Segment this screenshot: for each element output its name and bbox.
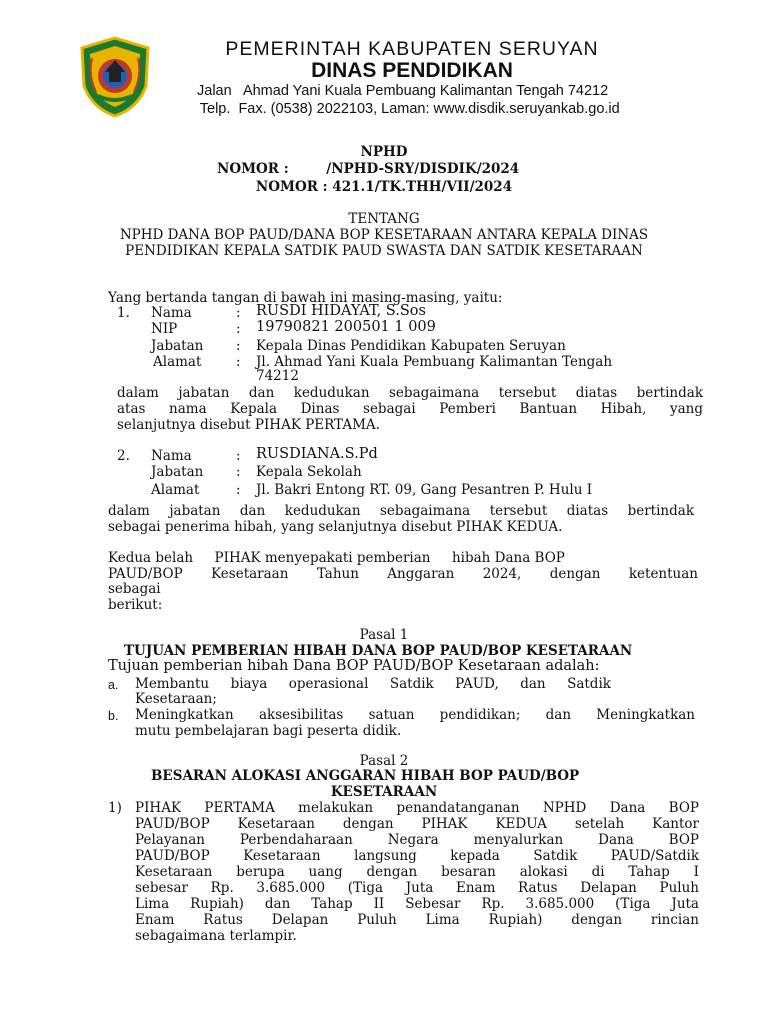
pasal2-line: Enam Ratus Delapan Puluh Lima Rupiah) dengan rincian [135, 912, 699, 928]
pasal1-label: Pasal 1 [359, 627, 409, 643]
pasal2-line: sebesar Rp. 3.685.000 (Tiga Juta Enam Ratus Delapan Puluh [135, 880, 699, 896]
party2-colon: : [236, 448, 241, 464]
party2-colon: : [236, 482, 241, 498]
doc-number-2: NOMOR : 421.1/TK.THH/VII/2024 [255, 179, 513, 195]
letterhead-office: DINAS PENDIDIKAN [311, 59, 513, 82]
agreement-line-4: berikut: [108, 597, 163, 613]
party2-desc-line-1: dalam jabatan dan kedudukan sebagaimana tersebut diatas bertindak [108, 503, 694, 519]
pasal1-b-line-2: mutu pembelajaran bagi peserta didik. [135, 723, 402, 739]
party1-alamat-line-2: 74212 [256, 368, 299, 384]
party1-alamat-line-1: Jl. Ahmad Yani Kuala Pembuang Kalimantan Tengah [256, 354, 613, 370]
pasal1-b-marker: b. [108, 709, 119, 723]
pasal1-intro: Tujuan pemberian hibah Dana BOP PAUD/BOP Kesetaraan adalah: [108, 658, 600, 674]
party1-nip: 19790821 200501 1 009 [256, 319, 436, 335]
party1-alamat-label: Alamat [153, 354, 202, 370]
pasal1-title: TUJUAN PEMBERIAN HIBAH DANA BOP PAUD/BOP KESETARAAN [124, 643, 633, 659]
pasal2-title-line-1: BESARAN ALOKASI ANGGARAN HIBAH BOP PAUD/BOP [151, 768, 580, 784]
party1-nip-label: NIP [151, 321, 178, 337]
pasal1-a-line-2: Kesetaraan; [135, 691, 217, 707]
party1-colon: : [236, 321, 241, 337]
letterhead-address: Jalan Ahmad Yani Kuala Pembuang Kalimantan Tengah 74212 [197, 83, 609, 99]
party1-nama: RUSDI HIDAYAT, S.Sos [256, 303, 426, 319]
party2-alamat: Jl. Bakri Entong RT. 09, Gang Pesantren P. Hulu I [256, 482, 593, 498]
party1-desc-line-3: selanjutnya disebut PIHAK PERTAMA. [117, 417, 380, 433]
pasal1-a-marker: a. [108, 678, 119, 692]
pasal1-a-line-1: Membantu biaya operasional Satdik PAUD, dan Satdik [135, 676, 611, 692]
party1-colon: : [236, 354, 241, 370]
pasal2-line: PAUD/BOP Kesetaraan langsung kepada Satdik PAUD/Satdik [135, 848, 699, 864]
party2-nama: RUSDIANA.S.Pd [256, 446, 378, 462]
party1-colon: : [236, 338, 241, 354]
pasal2-line: Pelayanan Perbendaharaan Negara menyalurkan Dana BOP [135, 832, 699, 848]
party2-number: 2. [117, 448, 130, 464]
subject-line-1: NPHD DANA BOP PAUD/DANA BOP KESETARAAN ANTARA KEPALA DINAS [119, 227, 649, 243]
party1-nama-label: Nama [151, 305, 192, 321]
pasal2-item-marker: 1) [108, 800, 122, 816]
pasal2-line: Lima Rupiah) dan Tahap II Sebesar Rp. 3.685.000 (Tiga Juta [135, 896, 699, 912]
doc-number-1: NOMOR : /NPHD-SRY/DISDIK/2024 [217, 161, 520, 177]
party2-jabatan-label: Jabatan [151, 464, 204, 480]
letterhead-government: PEMERINTAH KABUPATEN SERUYAN [225, 38, 599, 60]
pasal2-label: Pasal 2 [359, 753, 409, 769]
party2-nama-label: Nama [151, 448, 192, 464]
party1-jabatan: Kepala Dinas Pendidikan Kabupaten Seruyan [256, 338, 566, 354]
pasal2-line: PIHAK PERTAMA melakukan penandatanganan NPHD Dana BOP [135, 800, 699, 816]
pasal2-line: Kesetaraan berupa uang dengan besaran alokasi di Tahap I [135, 864, 699, 880]
agreement-line-1: Kedua belah PIHAK menyepakati pemberian hibah Dana BOP [108, 550, 565, 566]
party1-colon: : [236, 305, 241, 321]
pasal2-line: sebagaimana terlampir. [135, 928, 297, 944]
letterhead-contact: Telp. Fax. (0538) 2022103, Laman: www.disdik.seruyankab.go.id [196, 101, 620, 117]
party2-colon: : [236, 464, 241, 480]
pasal1-b-line-1: Meningkatkan aksesibilitas satuan pendidikan; dan Meningkatkan [135, 707, 695, 723]
party1-jabatan-label: Jabatan [151, 338, 204, 354]
subject-line-2: PENDIDIKAN KEPALA SATDIK PAUD SWASTA DAN SATDIK KESETARAAN [125, 243, 643, 259]
intro-text: Yang bertanda tangan di bawah ini masing-masing, yaitu: [108, 290, 503, 306]
agreement-line-3: sebagai [108, 581, 161, 597]
party1-desc-line-1: dalam jabatan dan kedudukan sebagaimana tersebut diatas bertindak [117, 385, 703, 401]
doc-type: NPHD [360, 144, 408, 160]
agreement-line-2: PAUD/BOP Kesetaraan Tahun Anggaran 2024, dengan ketentuan [108, 566, 698, 582]
party2-desc-line-2: sebagai penerima hibah, yang selanjutnya disebut PIHAK KEDUA. [108, 519, 563, 535]
pasal2-title-line-2: KESETARAAN [330, 784, 438, 800]
party1-number: 1. [117, 305, 130, 321]
tentang-label: TENTANG [348, 211, 420, 227]
pasal2-line: PAUD/BOP Kesetaraan dengan PIHAK KEDUA setelah Kantor [135, 816, 699, 832]
seruyan-regency-logo [78, 36, 152, 118]
party2-jabatan: Kepala Sekolah [256, 464, 362, 480]
party2-alamat-label: Alamat [151, 482, 200, 498]
party1-desc-line-2: atas nama Kepala Dinas sebagai Pemberi Bantuan Hibah, yang [117, 401, 703, 417]
